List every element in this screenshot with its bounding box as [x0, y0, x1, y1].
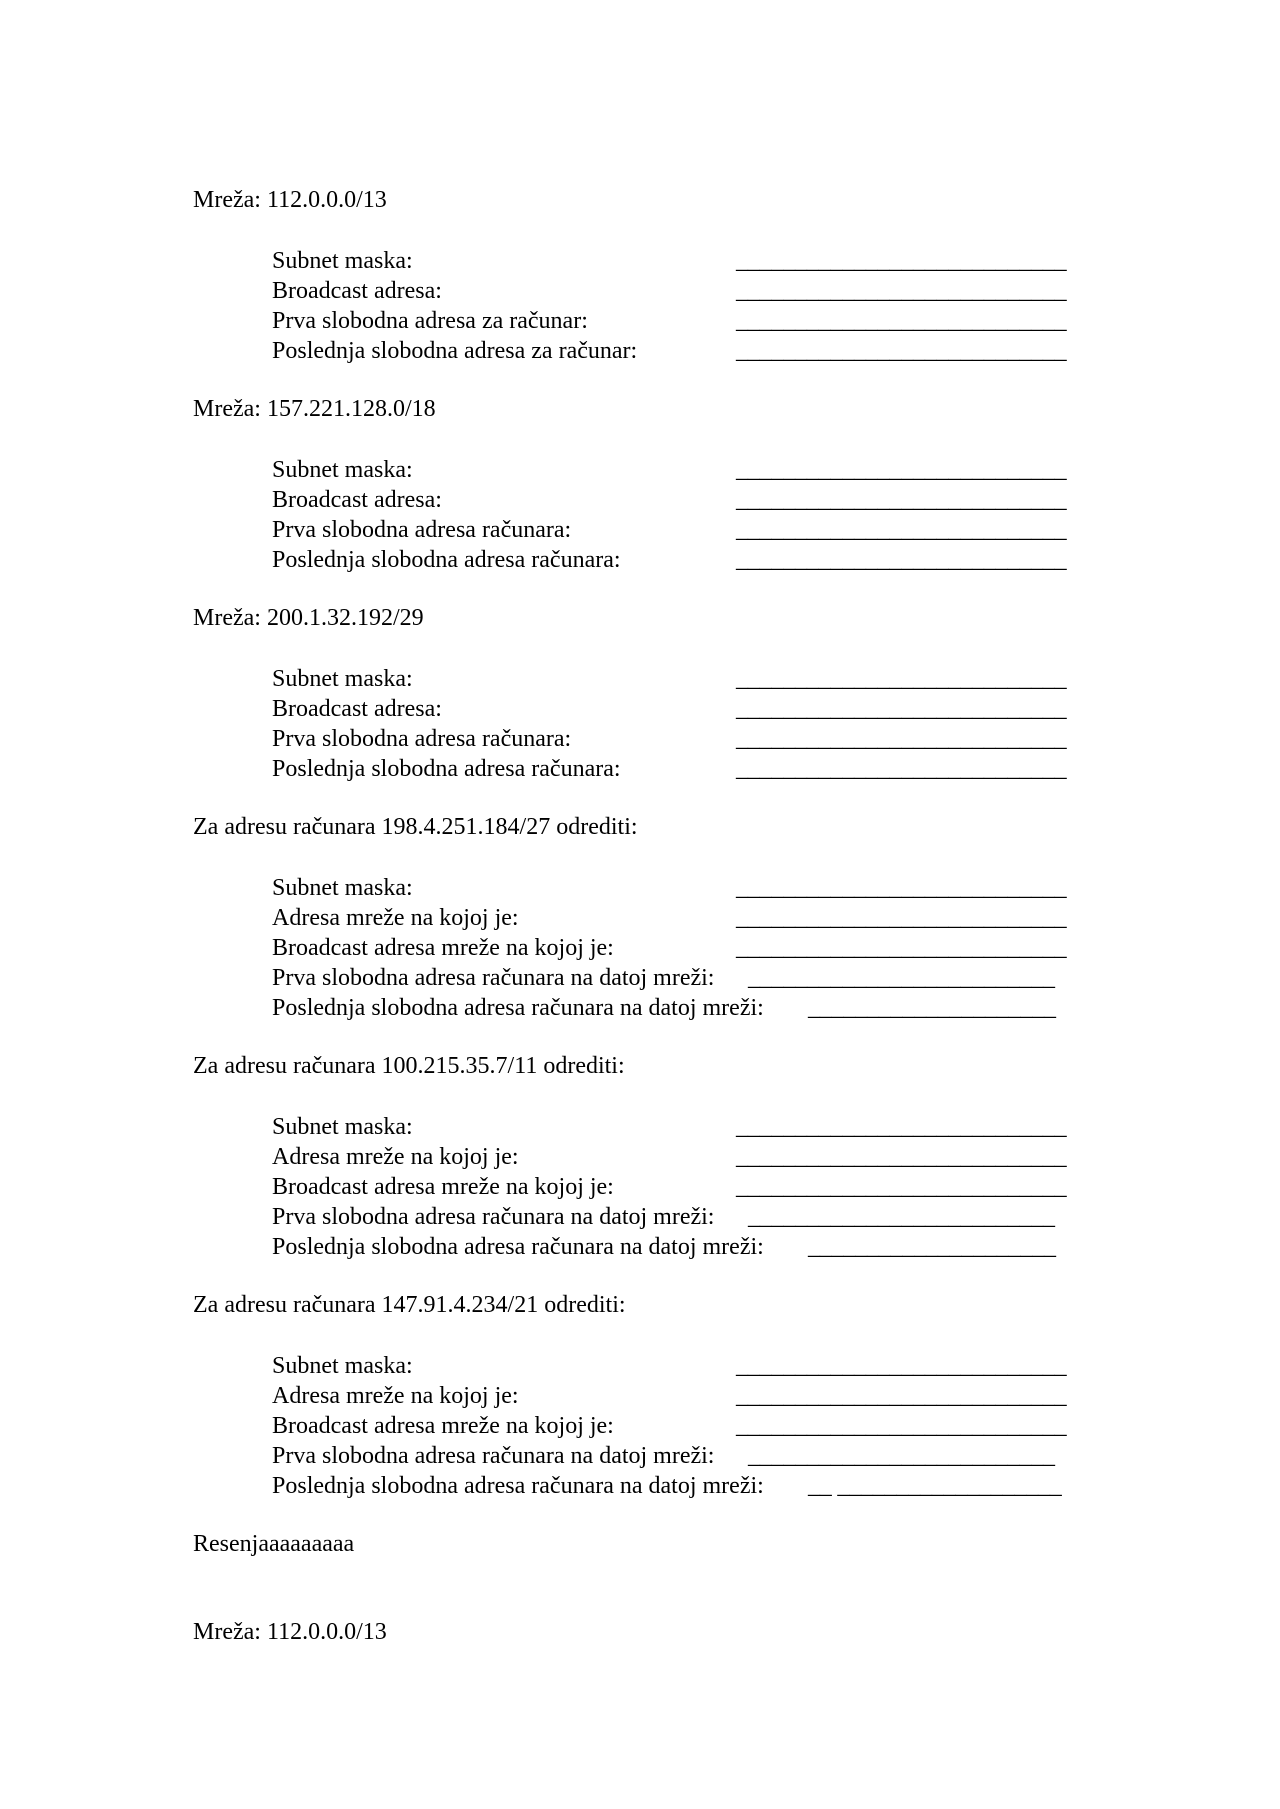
section-heading: Mreža: 157.221.128.0/18	[193, 396, 436, 422]
field-label: Broadcast adresa:	[272, 487, 442, 513]
field-label: Poslednja slobodna adresa računara na datoj mreži:	[272, 995, 764, 1021]
field-label: Broadcast adresa mreže na kojoj je:	[272, 935, 614, 961]
section-heading: Za adresu računara 100.215.35.7/11 odrediti:	[193, 1053, 625, 1079]
field-label: Broadcast adresa mreže na kojoj je:	[272, 1174, 614, 1200]
answer-blank[interactable]: ____________________________	[736, 1114, 1067, 1140]
answer-blank[interactable]: ____________________________	[736, 756, 1067, 782]
answer-blank[interactable]: ____________________________	[736, 308, 1067, 334]
field-label: Poslednja slobodna adresa računara na datoj mreži:	[272, 1473, 764, 1499]
field-label: Prva slobodna adresa računara:	[272, 517, 572, 543]
answer-blank[interactable]: ____________________________	[736, 1383, 1067, 1409]
field-label: Subnet maska:	[272, 457, 413, 483]
field-label: Prva slobodna adresa za računar:	[272, 308, 588, 334]
answer-blank[interactable]: ____________________________	[736, 547, 1067, 573]
answer-blank[interactable]: ____________________________	[736, 517, 1067, 543]
answer-blank[interactable]: ____________________________	[736, 487, 1067, 513]
answer-blank[interactable]: ____________________________	[736, 248, 1067, 274]
solution-section-heading: Mreža: 112.0.0.0/13	[193, 1619, 387, 1645]
answer-blank[interactable]: ____________________________	[736, 905, 1067, 931]
section-heading: Mreža: 112.0.0.0/13	[193, 187, 387, 213]
field-label: Subnet maska:	[272, 1114, 413, 1140]
answer-blank[interactable]: ____________________________	[736, 935, 1067, 961]
field-label: Prva slobodna adresa računara na datoj mreži:	[272, 1443, 715, 1469]
section-heading: Mreža: 200.1.32.192/29	[193, 605, 424, 631]
field-label: Adresa mreže na kojoj je:	[272, 905, 519, 931]
field-label: Subnet maska:	[272, 248, 413, 274]
field-label: Subnet maska:	[272, 666, 413, 692]
field-label: Prva slobodna adresa računara:	[272, 726, 572, 752]
answer-blank[interactable]: __________________________	[748, 1204, 1055, 1230]
field-label: Prva slobodna adresa računara na datoj mreži:	[272, 965, 715, 991]
answer-blank[interactable]: ____________________________	[736, 666, 1067, 692]
answer-blank[interactable]: _____________________	[808, 995, 1056, 1021]
answer-blank[interactable]: __ ___________________	[808, 1473, 1062, 1499]
field-label: Subnet maska:	[272, 1353, 413, 1379]
field-label: Broadcast adresa:	[272, 696, 442, 722]
field-label: Adresa mreže na kojoj je:	[272, 1144, 519, 1170]
field-label: Poslednja slobodna adresa za računar:	[272, 338, 638, 364]
answer-blank[interactable]: ____________________________	[736, 1353, 1067, 1379]
answer-blank[interactable]: __________________________	[748, 965, 1055, 991]
answer-blank[interactable]: ____________________________	[736, 875, 1067, 901]
solutions-heading: Resenjaaaaaaaaa	[193, 1531, 355, 1557]
answer-blank[interactable]: ____________________________	[736, 726, 1067, 752]
answer-blank[interactable]: __________________________	[748, 1443, 1055, 1469]
section-heading: Za adresu računara 198.4.251.184/27 odrediti:	[193, 814, 638, 840]
answer-blank[interactable]: ____________________________	[736, 1174, 1067, 1200]
answer-blank[interactable]: ____________________________	[736, 1413, 1067, 1439]
field-label: Broadcast adresa mreže na kojoj je:	[272, 1413, 614, 1439]
answer-blank[interactable]: ____________________________	[736, 457, 1067, 483]
field-label: Broadcast adresa:	[272, 278, 442, 304]
answer-blank[interactable]: _____________________	[808, 1234, 1056, 1260]
answer-blank[interactable]: ____________________________	[736, 1144, 1067, 1170]
answer-blank[interactable]: ____________________________	[736, 278, 1067, 304]
field-label: Poslednja slobodna adresa računara na datoj mreži:	[272, 1234, 764, 1260]
answer-blank[interactable]: ____________________________	[736, 338, 1067, 364]
answer-blank[interactable]: ____________________________	[736, 696, 1067, 722]
field-label: Prva slobodna adresa računara na datoj mreži:	[272, 1204, 715, 1230]
section-heading: Za adresu računara 147.91.4.234/21 odrediti:	[193, 1292, 626, 1318]
field-label: Poslednja slobodna adresa računara:	[272, 547, 621, 573]
field-label: Subnet maska:	[272, 875, 413, 901]
field-label: Adresa mreže na kojoj je:	[272, 1383, 519, 1409]
field-label: Poslednja slobodna adresa računara:	[272, 756, 621, 782]
